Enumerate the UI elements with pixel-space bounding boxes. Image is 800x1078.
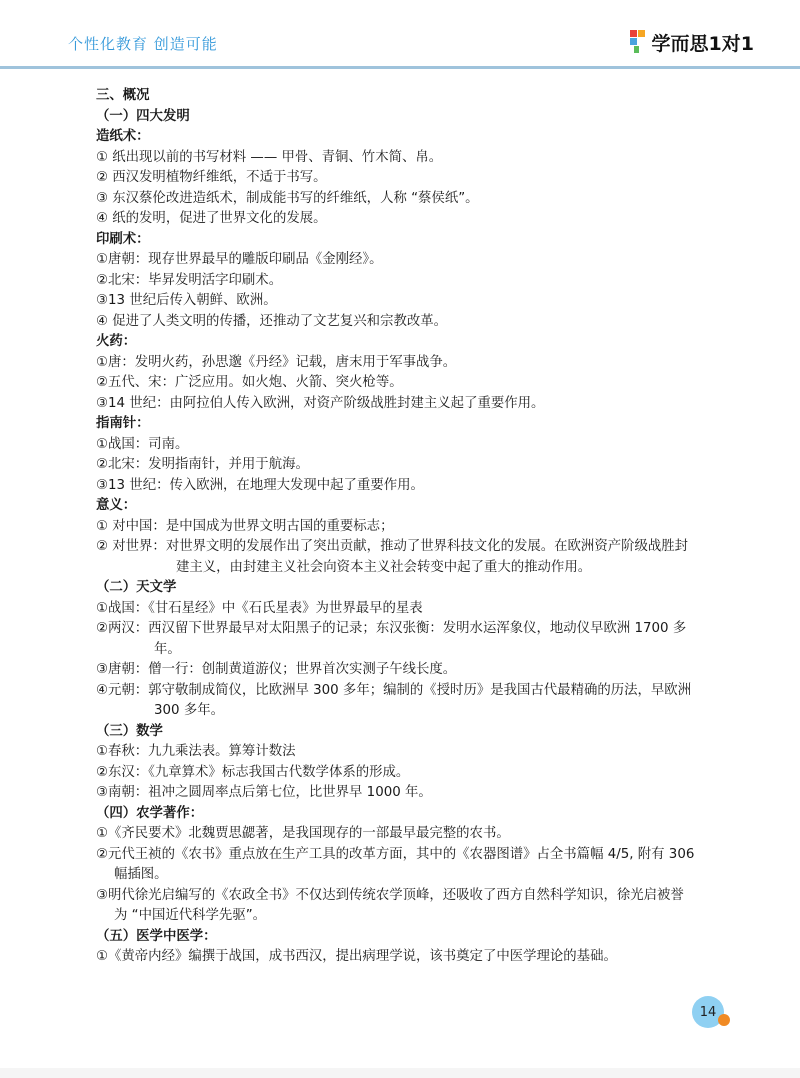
list-item: ③唐朝：僧一行：创制黄道游仪；世界首次实测子午线长度。 — [96, 662, 457, 677]
list-item: ②两汉：西汉留下世界最早对太阳黑子的记录；东汉张衡：发明水运浑象仪，地动仪早欧洲 1700 多 — [96, 621, 687, 636]
logo-text: 学而思1对1 — [651, 32, 754, 55]
page-header — [0, 0, 800, 68]
heading-gunpowder: 火药： — [96, 334, 137, 349]
list-item-continuation: 建主义，由封建主义社会向资本主义社会转变中起了重大的推动作用。 — [176, 559, 592, 575]
footer-band — [0, 1068, 800, 1078]
list-item: ③明代徐光启编写的《农政全书》不仅达到传统农学顶峰，还吸收了西方自然科学知识，徐光启被誉 — [96, 887, 684, 903]
decorative-dot — [718, 1014, 730, 1026]
list-item: ②东汉：《九章算术》标志我国古代数学体系的形成。 — [96, 764, 410, 780]
list-item: ①唐朝：现存世界最早的雕版印刷品《金刚经》。 — [96, 252, 383, 267]
item-text: 对世界文明的发展作出了突出贡献，推动了世界科技文化的发展。在欧洲资产阶级战胜封 — [165, 539, 689, 554]
section-title: 三、概况 — [96, 88, 150, 103]
list-item: ④元朝：郭守敬制成简仪，比欧洲早 300 多年；编制的《授时历》是我国古代最精确的历法，早欧洲 — [96, 682, 692, 698]
list-item: ① 对中国：是中国成为世界文明古国的重要标志； — [96, 518, 394, 534]
logo-icon — [628, 29, 648, 55]
list-item: ① 纸出现以前的书写材料 —— 甲骨、青铜、竹木简、帛。 — [96, 149, 443, 165]
list-item-continuation: 年。 — [154, 641, 181, 657]
list-item: ②元代王祯的《农书》重点放在生产工具的改革方面，其中的《农器图谱》占全书篇幅 4/5, 附有 306 — [96, 846, 695, 862]
list-item: ③13 世纪：传入欧洲，在地理大发现中起了重要作用。 — [96, 477, 424, 493]
subsection-title-medicine: （五）医学中医学： — [96, 928, 217, 944]
list-item: ②五代、宋：广泛应用。如火炮、火箭、突火枪等。 — [96, 375, 403, 390]
item-number: ② 对世界： — [96, 539, 166, 554]
subsection-title-astronomy: （二）天文学 — [96, 580, 177, 595]
heading-paper: 造纸术： — [96, 129, 150, 144]
list-item: ④ 纸的发明，促进了世界文化的发展。 — [96, 211, 327, 226]
header-divider — [0, 66, 800, 69]
list-item: ④ 促进了人类文明的传播，还推动了文艺复兴和宗教改革。 — [96, 313, 448, 329]
list-item: ①唐：发明火药，孙思邈《丹经》记载，唐末用于军事战争。 — [96, 354, 457, 370]
list-item: ①战国：《甘石星经》中《石氏星表》为世界最早的星表 — [96, 600, 423, 616]
heading-printing: 印刷术： — [96, 231, 150, 247]
list-item: ②北宋：毕昇发明活字印刷术。 — [96, 272, 283, 288]
list-item: ③ 东汉蔡伦改进造纸术，制成能书写的纤维纸，人称 “蔡侯纸”。 — [96, 190, 479, 206]
list-item: ①《黄帝内经》编撰于战国，成书西汉，提出病理学说，该书奠定了中医学理论的基础。 — [96, 949, 617, 964]
list-item-continuation: 300 多年。 — [154, 703, 224, 718]
list-item: ①战国：司南。 — [96, 436, 189, 452]
list-item: ③13 世纪后传入朝鲜、欧洲。 — [96, 293, 277, 308]
brand-logo — [628, 28, 754, 56]
list-item: ② 西汉发明植物纤维纸，不适于书写。 — [96, 170, 327, 185]
page-number: 14 — [692, 996, 724, 1028]
heading-significance: 意义： — [96, 498, 137, 513]
list-item: ①《齐民要术》北魏贾思勰著，是我国现存的一部最早最完整的农书。 — [96, 826, 510, 841]
list-item: ②北宋：发明指南针，并用于航海。 — [96, 457, 309, 472]
page-number-badge — [692, 996, 726, 1030]
subsection-title-inventions: （一）四大发明 — [96, 108, 190, 124]
subsection-title-agriculture: （四）农学著作： — [96, 805, 204, 821]
subsection-title-math: （三）数学 — [96, 723, 163, 739]
heading-compass: 指南针： — [96, 416, 150, 431]
list-item: ③14 世纪：由阿拉伯人传入欧洲，对资产阶级战胜封建主义起了重要作用。 — [96, 395, 545, 411]
list-item-continuation: 幅插图。 — [114, 867, 168, 882]
document-body — [96, 86, 736, 968]
list-item-continuation: 为 “中国近代科学先驱”。 — [114, 908, 267, 923]
header-slogan: 个性化教育 创造可能 — [68, 35, 218, 53]
list-item: ①春秋：九九乘法表。算筹计数法 — [96, 744, 296, 759]
list-item — [96, 537, 736, 558]
list-item: ③南朝：祖冲之圆周率点后第七位，比世界早 1000 年。 — [96, 785, 432, 800]
